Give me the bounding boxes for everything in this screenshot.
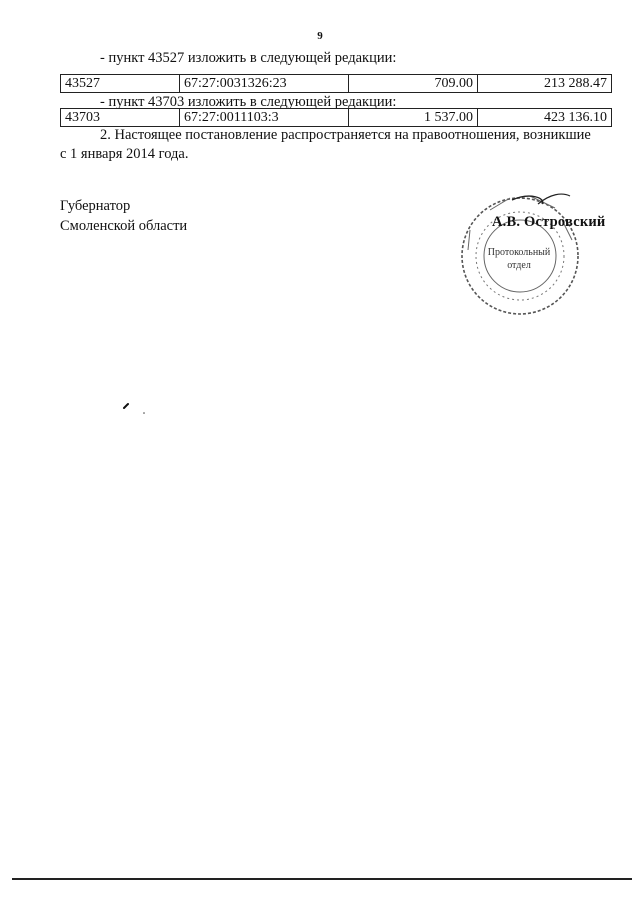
scan-bottom-edge-line xyxy=(12,878,632,880)
value-cell: 213 288.47 xyxy=(478,75,612,93)
clause-43703-intro: - пункт 43703 изложить в следующей редакции: xyxy=(100,94,397,110)
value-cell: 423 136.10 xyxy=(478,109,612,127)
ink-mark xyxy=(118,398,148,418)
paragraph-line-1: 2. Настоящее постановление распространяется на правоотношения, возникшие xyxy=(100,127,591,143)
stamp-line2: отдел xyxy=(507,260,531,271)
signer-name: А.В. Островский xyxy=(492,214,606,230)
stamp-line1: Протокольный xyxy=(487,247,551,258)
cadastral-number-cell: 67:27:0031326:23 xyxy=(180,75,349,93)
table-row xyxy=(60,108,612,127)
governor-title-line2: Смоленской области xyxy=(60,218,188,234)
governor-title-line1: Губернатор xyxy=(60,198,131,214)
governor-title xyxy=(60,196,187,236)
item-number-cell: 43527 xyxy=(61,75,180,93)
area-cell: 709.00 xyxy=(349,75,478,93)
item-number-cell: 43703 xyxy=(61,109,180,127)
paragraph-line-2: с 1 января 2014 года. xyxy=(60,146,189,162)
cadastral-number-cell: 67:27:0011103:3 xyxy=(180,109,349,127)
area-cell: 1 537.00 xyxy=(349,109,478,127)
clause-43527-intro: - пункт 43527 изложить в следующей редакции: xyxy=(100,50,397,66)
effective-date-paragraph xyxy=(60,126,616,164)
table-row xyxy=(60,74,612,93)
stamp-inner-text xyxy=(466,246,572,272)
page-number: 9 xyxy=(317,30,323,42)
